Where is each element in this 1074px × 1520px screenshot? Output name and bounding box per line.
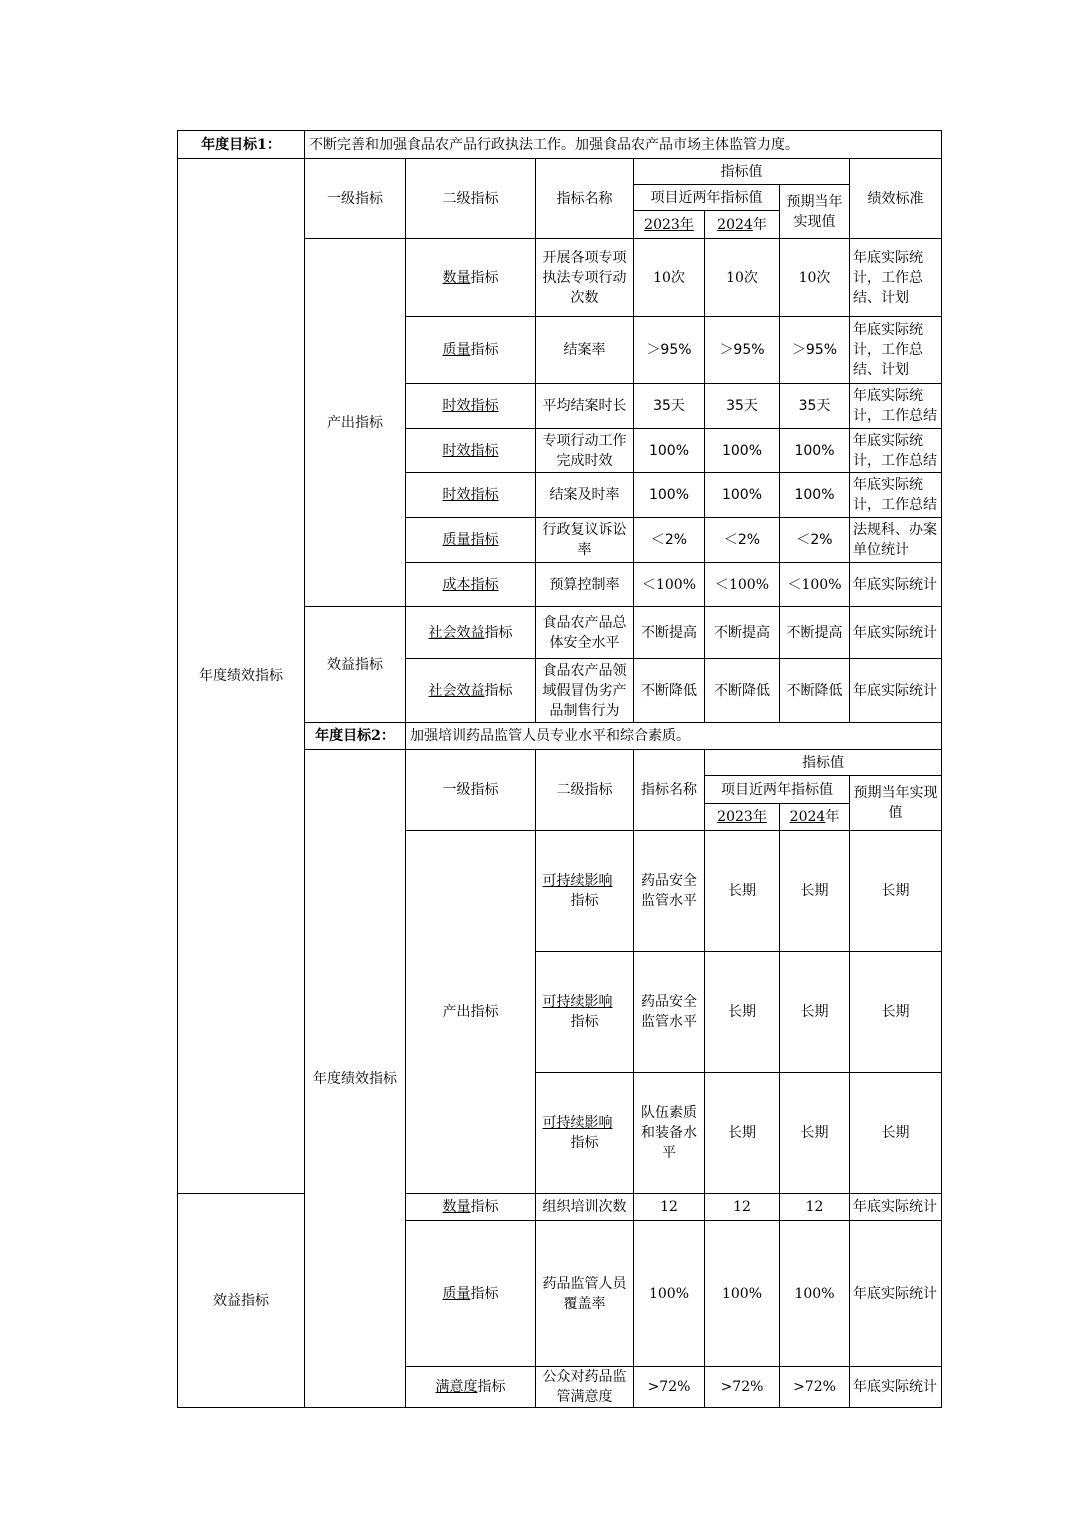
level2-cell: 可持续影响 指标 <box>536 831 634 952</box>
value-2023: 100% <box>634 473 705 518</box>
value-2023: 长期 <box>705 952 780 1073</box>
value-2024: >72% <box>705 1367 780 1408</box>
year-2024-number: 2024 <box>717 216 753 233</box>
indicator-name: 预算控制率 <box>536 563 634 607</box>
goal1-text: 不断完善和加强食品农产品行政执法工作。加强食品农产品市场主体监管力度。 <box>305 131 942 159</box>
level2-cell: 质量指标 <box>406 317 536 384</box>
indicator-name: 药品安全监管水平 <box>634 831 705 952</box>
criteria-cell: 年底实际统计 <box>850 659 942 723</box>
goal2-header-level1: 一级指标 <box>406 750 536 831</box>
goal1-header-2023 <box>634 211 705 239</box>
goal2-header-recent: 项目近两年指标值 <box>705 776 850 804</box>
value-2023: 100% <box>634 429 705 473</box>
indicator-name: 药品监管人员覆盖率 <box>536 1221 634 1367</box>
goal1-header-name: 指标名称 <box>536 159 634 239</box>
indicator-name: 结案及时率 <box>536 473 634 518</box>
value-2024: 长期 <box>780 952 850 1073</box>
indicator-name: 结案率 <box>536 317 634 384</box>
goal1-header-expected: 预期当年实现值 <box>780 185 850 239</box>
year-2024-number: 2024 <box>789 809 826 825</box>
year-2024-suffix: 年 <box>825 809 840 825</box>
value-2024: 100% <box>705 429 780 473</box>
value-2024: 长期 <box>780 831 850 952</box>
level2-cell: 成本指标 <box>406 563 536 607</box>
level2-cell: 满意度指标 <box>406 1367 536 1408</box>
performance-table <box>177 130 942 1408</box>
value-2024: 12 <box>705 1194 780 1221</box>
value-2024: 不断降低 <box>705 659 780 723</box>
criteria-cell: 年底实际统计 <box>850 1367 942 1408</box>
value-expected: 12 <box>780 1194 850 1221</box>
criteria-cell: 年底实际统计 <box>850 607 942 659</box>
goal1-header-row <box>178 159 942 185</box>
goal1-row <box>178 131 942 159</box>
value-2024: 100% <box>705 1221 780 1367</box>
value-2023: 100% <box>634 1221 705 1367</box>
value-expected: 长期 <box>850 1073 942 1194</box>
value-2024: 长期 <box>780 1073 850 1194</box>
value-2023: 10次 <box>634 239 705 317</box>
goal2-header-name: 指标名称 <box>634 750 705 831</box>
value-2024: 100% <box>705 473 780 518</box>
goal2-header-2023 <box>705 804 780 831</box>
indicator-name: 食品农产品领域假冒伪劣产品制售行为 <box>536 659 634 723</box>
value-2023: 长期 <box>705 1073 780 1194</box>
goal2-text: 加强培训药品监管人员专业水平和综合素质。 <box>406 723 942 750</box>
goal2-header-expected: 预期当年实现值 <box>850 776 942 831</box>
criteria-cell: 年底实际统计，工作总结 <box>850 384 942 429</box>
table-row <box>178 1194 942 1221</box>
criteria-cell: 法规科、办案单位统计 <box>850 518 942 563</box>
value-2023: ＜2% <box>634 518 705 563</box>
level2-cell: 可持续影响 指标 <box>536 1073 634 1194</box>
value-expected: 100% <box>780 1221 850 1367</box>
indicator-name: 食品农产品总体安全水平 <box>536 607 634 659</box>
level2-cell: 数量指标 <box>406 1194 536 1221</box>
value-expected: 长期 <box>850 952 942 1073</box>
goal1-header-criteria: 绩效标准 <box>850 159 942 239</box>
value-expected: ＜2% <box>780 518 850 563</box>
value-2024: ＜100% <box>705 563 780 607</box>
value-2023: 12 <box>634 1194 705 1221</box>
year-2023-number: 2023 <box>644 216 680 233</box>
criteria-cell: 年底实际统计，工作总结 <box>850 473 942 518</box>
value-2024: 不断提高 <box>705 607 780 659</box>
criteria-cell: 年底实际统计 <box>850 1194 942 1221</box>
year-2023-number: 2023 <box>717 809 753 825</box>
goal2-header-2024 <box>780 804 850 831</box>
level2-cell: 质量指标 <box>406 1221 536 1367</box>
level2-cell: 社会效益指标 <box>406 607 536 659</box>
indicator-name: 队伍素质和装备水平 <box>634 1073 705 1194</box>
level2-cell: 时效指标 <box>406 429 536 473</box>
goal1-group-benefit: 效益指标 <box>305 607 406 723</box>
indicator-name: 开展各项专项执法专项行动次数 <box>536 239 634 317</box>
goal2-section-label: 年度绩效指标 <box>305 750 406 1408</box>
level2-cell: 数量指标 <box>406 239 536 317</box>
value-2023: ＞95% <box>634 317 705 384</box>
value-expected: 100% <box>780 429 850 473</box>
criteria-cell: 年底实际统计，工作总结 <box>850 429 942 473</box>
value-2024: ＞95% <box>705 317 780 384</box>
indicator-name: 行政复议诉讼率 <box>536 518 634 563</box>
value-2023: ＜100% <box>634 563 705 607</box>
goal1-group-output: 产出指标 <box>305 239 406 607</box>
goal2-header-value: 指标值 <box>705 750 942 776</box>
value-2024: ＜2% <box>705 518 780 563</box>
value-expected: 10次 <box>780 239 850 317</box>
criteria-cell: 年底实际统计 <box>850 563 942 607</box>
goal1-label: 年度目标1： <box>178 131 305 159</box>
value-2023: 长期 <box>705 831 780 952</box>
criteria-cell: 年底实际统计 <box>850 1221 942 1367</box>
value-2024: 35天 <box>705 384 780 429</box>
goal2-label: 年度目标2： <box>305 723 406 750</box>
criteria-cell: 年底实际统计，工作总结、计划 <box>850 317 942 384</box>
value-expected: 长期 <box>850 831 942 952</box>
value-expected: ＜100% <box>780 563 850 607</box>
level2-cell: 时效指标 <box>406 473 536 518</box>
goal1-header-value: 指标值 <box>634 159 850 185</box>
value-expected: 35天 <box>780 384 850 429</box>
value-expected: 100% <box>780 473 850 518</box>
level2-cell: 社会效益指标 <box>406 659 536 723</box>
value-2023: 不断提高 <box>634 607 705 659</box>
value-expected: 不断降低 <box>780 659 850 723</box>
value-expected: ＞95% <box>780 317 850 384</box>
level2-cell: 时效指标 <box>406 384 536 429</box>
goal1-header-level2: 二级指标 <box>406 159 536 239</box>
goal1-header-recent: 项目近两年指标值 <box>634 185 780 211</box>
goal1-header-level1: 一级指标 <box>305 159 406 239</box>
goal1-section-label: 年度绩效指标 <box>178 159 305 1194</box>
level2-cell: 可持续影响 指标 <box>536 952 634 1073</box>
value-2024: 10次 <box>705 239 780 317</box>
goal2-header-level2: 二级指标 <box>536 750 634 831</box>
year-2023-suffix: 年 <box>679 216 694 233</box>
year-2024-suffix: 年 <box>752 216 767 233</box>
value-expected: 不断提高 <box>780 607 850 659</box>
level2-cell: 质量指标 <box>406 518 536 563</box>
criteria-cell: 年底实际统计，工作总结、计划 <box>850 239 942 317</box>
indicator-name: 专项行动工作完成时效 <box>536 429 634 473</box>
goal2-group-output: 产出指标 <box>406 831 536 1194</box>
indicator-name: 公众对药品监管满意度 <box>536 1367 634 1408</box>
year-2023-suffix: 年 <box>752 809 767 825</box>
value-2023: >72% <box>634 1367 705 1408</box>
goal2-group-benefit: 效益指标 <box>178 1194 305 1408</box>
value-expected: >72% <box>780 1367 850 1408</box>
indicator-name: 组织培训次数 <box>536 1194 634 1221</box>
value-2023: 35天 <box>634 384 705 429</box>
indicator-name: 药品安全监管水平 <box>634 952 705 1073</box>
goal1-header-2024 <box>705 211 780 239</box>
value-2023: 不断降低 <box>634 659 705 723</box>
indicator-name: 平均结案时长 <box>536 384 634 429</box>
